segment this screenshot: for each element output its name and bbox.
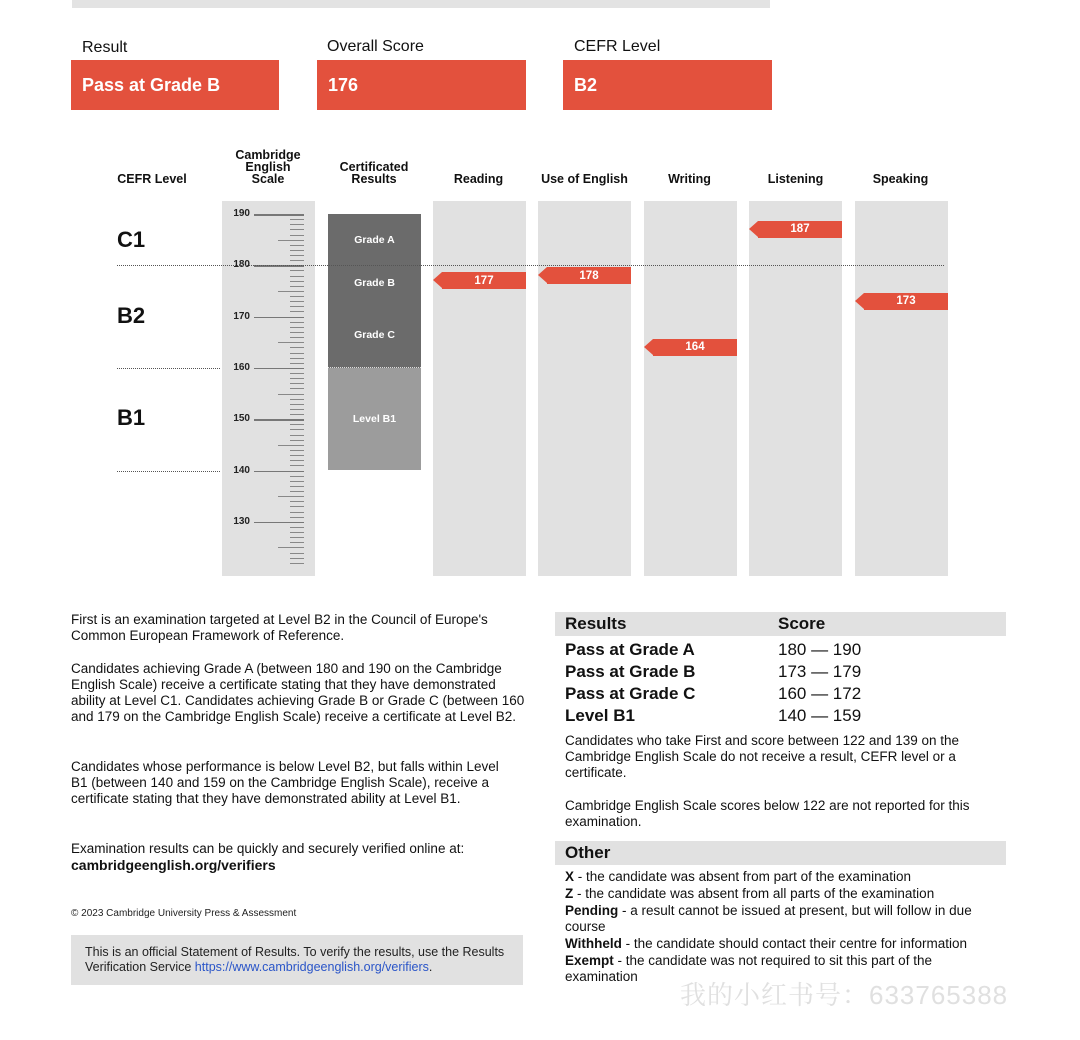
band-grade-b: Grade B bbox=[328, 265, 421, 301]
scale-tick bbox=[290, 219, 304, 220]
cefr-b2: B2 bbox=[117, 303, 146, 328]
scale-tick bbox=[290, 327, 304, 328]
results-note-1: Candidates who take First and score between 122 and 139 on the Cambridge English Scale do not receive a result, CEFR level or a certificate. bbox=[565, 733, 960, 780]
scale-tick bbox=[290, 435, 304, 436]
score-col-header: Score bbox=[778, 614, 826, 633]
results-note-2: Cambridge English Scale scores below 122 are not reported for this examination. bbox=[565, 798, 970, 829]
scale-tick bbox=[290, 322, 304, 323]
scale-tick bbox=[290, 235, 304, 236]
score-flag-listening: 187 bbox=[758, 221, 842, 238]
scale-tick bbox=[290, 486, 304, 487]
scale-tick bbox=[290, 229, 304, 230]
header-writing: Writing bbox=[668, 172, 711, 186]
result-name: Pass at Grade B bbox=[565, 662, 696, 681]
scale-tick bbox=[278, 496, 304, 497]
scale-tick bbox=[290, 501, 304, 502]
header-scale-line3: Scale bbox=[251, 172, 285, 186]
other-list bbox=[565, 869, 1005, 986]
scale-tick bbox=[290, 245, 304, 246]
result-name: Pass at Grade C bbox=[565, 684, 696, 703]
track-listening bbox=[749, 201, 842, 576]
scale-tick bbox=[290, 563, 304, 564]
score-flag-use-of-english: 178 bbox=[547, 267, 631, 284]
copyright: © 2023 Cambridge University Press & Assessment bbox=[71, 908, 297, 919]
scale-tick bbox=[290, 450, 304, 451]
band-grade-c: Grade C bbox=[328, 301, 421, 368]
scale-tick bbox=[278, 240, 304, 241]
other-header bbox=[555, 841, 1006, 865]
cefr-label: CEFR Level bbox=[574, 38, 661, 55]
description-p3: Candidates whose performance is below Level B2, but falls within Level B1 (between 140 and 159 on the Cambridge English Scale), receive a certificate stating that they have demonstrated ability at Level B1. bbox=[71, 759, 499, 806]
scale-tick-label: 130 bbox=[233, 515, 250, 527]
cefr-c1: C1 bbox=[117, 227, 146, 252]
other-item-key: Withheld bbox=[565, 936, 622, 951]
cefr-value: B2 bbox=[563, 60, 772, 110]
cefr-boundary-line bbox=[117, 265, 944, 266]
results-table-row bbox=[565, 706, 1005, 728]
scale-tick bbox=[290, 296, 304, 297]
verifiers-link[interactable]: cambridgeenglish.org/verifiers bbox=[71, 857, 276, 873]
official-statement-box bbox=[71, 935, 523, 985]
scale-tick bbox=[290, 424, 304, 425]
header-listening: Listening bbox=[767, 172, 824, 186]
other-item-text: - the candidate was absent from part of the examination bbox=[574, 869, 911, 884]
scale-tick-label: 190 bbox=[233, 208, 250, 219]
scale-tick bbox=[290, 255, 304, 256]
scale-tick bbox=[290, 337, 304, 338]
scale-tick bbox=[290, 347, 304, 348]
scale-tick bbox=[290, 460, 304, 461]
scale-tick bbox=[290, 527, 304, 528]
scale-tick bbox=[290, 404, 304, 405]
scale-tick bbox=[290, 476, 304, 477]
header-certificated-line2: Results bbox=[351, 172, 397, 186]
track-speaking bbox=[855, 201, 948, 576]
scale-tick bbox=[290, 455, 304, 456]
scale-tick bbox=[290, 553, 304, 554]
score-flag-writing: 164 bbox=[653, 339, 737, 356]
cefr-b1: B1 bbox=[117, 405, 146, 430]
header-scale-line1: Cambridge bbox=[235, 148, 301, 162]
other-item bbox=[565, 886, 1005, 902]
scale-tick bbox=[290, 276, 304, 277]
scale-tick bbox=[290, 388, 304, 389]
results-table-header bbox=[555, 612, 1006, 636]
scale-tick bbox=[290, 286, 304, 287]
band-level-b1: Level B1 bbox=[328, 368, 421, 471]
header-scale-line2: English bbox=[245, 160, 291, 174]
scale-tick bbox=[290, 250, 304, 251]
other-item-text: - the candidate was not required to sit this part of the examination bbox=[565, 953, 932, 984]
official-statement-text: This is an official Statement of Results. To verify the results, use the Results Verification Service bbox=[85, 945, 505, 974]
scale-tick bbox=[290, 383, 304, 384]
scale-tick-label: 150 bbox=[233, 413, 250, 425]
scale-tick bbox=[254, 419, 304, 421]
cefr-boundary-line bbox=[117, 368, 220, 369]
result-score-range: 160 — 172 bbox=[778, 684, 862, 703]
track-writing bbox=[644, 201, 737, 576]
result-score-range: 180 — 190 bbox=[778, 640, 862, 659]
scale-tick bbox=[290, 465, 304, 466]
score-label: Overall Score bbox=[327, 38, 424, 55]
result-score-range: 173 — 179 bbox=[778, 662, 862, 681]
other-item-key: Pending bbox=[565, 903, 619, 918]
result-name: Level B1 bbox=[565, 706, 635, 725]
description-p2: Candidates achieving Grade A (between 180 and 190 on the Cambridge English Scale) receive a certificate stating that they have demonstrated ability at Level C1. Candidates achieving Grade B or Grade C (between 160 and 179 on the Cambridge English Scale) receive a certificate at Level B2. bbox=[71, 661, 525, 724]
other-item-text: - the candidate should contact their centre for information bbox=[621, 936, 968, 951]
other-item-key: Z bbox=[565, 886, 574, 901]
scale-tick bbox=[290, 399, 304, 400]
result-name: Pass at Grade A bbox=[565, 640, 695, 659]
scale-tick bbox=[290, 373, 304, 374]
scale-tick bbox=[290, 542, 304, 543]
scale-tick bbox=[290, 517, 304, 518]
scale-tick bbox=[290, 409, 304, 410]
scale-tick-label: 140 bbox=[233, 464, 250, 476]
scale-tick bbox=[254, 471, 304, 473]
result-label: Result bbox=[82, 39, 128, 56]
watermark: 我的小红书号：633765388 bbox=[680, 980, 1009, 1010]
scale-tick bbox=[290, 532, 304, 533]
scale-tick bbox=[290, 306, 304, 307]
scale-tick bbox=[290, 440, 304, 441]
scale-tick bbox=[290, 270, 304, 271]
scale-tick bbox=[290, 414, 304, 415]
scale-tick-label: 160 bbox=[233, 361, 250, 373]
scale-tick bbox=[254, 522, 304, 524]
description-p1: First is an examination targeted at Level B2 in the Council of Europe's Common European Framework of Reference. bbox=[71, 612, 488, 643]
scale-tick bbox=[278, 547, 304, 548]
other-item-key: Exempt bbox=[565, 953, 614, 968]
scale-tick bbox=[290, 332, 304, 333]
score-flag-reading: 177 bbox=[442, 272, 526, 289]
scale-tick bbox=[290, 260, 304, 261]
result-value: Pass at Grade B bbox=[71, 60, 279, 110]
scale-tick bbox=[290, 429, 304, 430]
band-grade-a: Grade A bbox=[328, 214, 421, 265]
scale-tick bbox=[278, 342, 304, 343]
track-reading bbox=[433, 201, 526, 576]
scale-tick bbox=[290, 378, 304, 379]
other-item bbox=[565, 869, 1005, 885]
other-item-key: X bbox=[565, 869, 575, 884]
scale-tick bbox=[290, 558, 304, 559]
score-value: 176 bbox=[317, 60, 526, 110]
track-use-of-english bbox=[538, 201, 631, 576]
scale-tick bbox=[290, 506, 304, 507]
header-certificated-line1: Certificated bbox=[339, 160, 409, 174]
scale-tick bbox=[290, 537, 304, 538]
score-flag-speaking: 173 bbox=[864, 293, 948, 310]
other-title: Other bbox=[565, 843, 611, 862]
cefr-boundary-line bbox=[117, 471, 220, 472]
scale-tick bbox=[290, 358, 304, 359]
scale-tick bbox=[290, 481, 304, 482]
scale-tick bbox=[278, 291, 304, 292]
official-statement-end: . bbox=[428, 960, 433, 974]
header-use-of-english: Use of English bbox=[541, 172, 628, 186]
scale-tick bbox=[290, 512, 304, 513]
scale-tick bbox=[290, 353, 304, 354]
header-speaking: Speaking bbox=[872, 172, 929, 186]
result-score-range: 140 — 159 bbox=[778, 706, 862, 725]
results-table-row bbox=[565, 662, 1005, 684]
scale-tick bbox=[290, 491, 304, 492]
scale-tick-label: 180 bbox=[233, 259, 250, 271]
scale-tick-label: 170 bbox=[233, 310, 250, 322]
scale-tick bbox=[290, 224, 304, 225]
scale-tick bbox=[254, 214, 304, 216]
results-col-header: Results bbox=[565, 614, 627, 633]
scale-tick bbox=[290, 281, 304, 282]
scale-tick bbox=[278, 394, 304, 395]
other-item-text: - a result cannot be issued at present, but will follow in due course bbox=[565, 903, 972, 934]
other-item bbox=[565, 903, 1005, 935]
results-table-row bbox=[565, 684, 1005, 706]
scale-tick bbox=[254, 317, 304, 319]
header-reading: Reading bbox=[453, 172, 504, 186]
other-item bbox=[565, 936, 1005, 952]
scale-tick bbox=[278, 445, 304, 446]
scale-tick bbox=[290, 301, 304, 302]
scale-tick bbox=[254, 368, 304, 370]
header-cefr-level: CEFR Level bbox=[117, 172, 187, 186]
other-item-text: - the candidate was absent from all parts of the examination bbox=[573, 886, 935, 901]
verification-link[interactable]: https://www.cambridgeenglish.org/verifiers bbox=[194, 960, 429, 974]
results-table-body bbox=[565, 640, 1005, 728]
scale-tick bbox=[290, 363, 304, 364]
scale-tick bbox=[290, 311, 304, 312]
results-table-row bbox=[565, 640, 1005, 662]
description-p4: Examination results can be quickly and securely verified online at: bbox=[71, 841, 465, 856]
